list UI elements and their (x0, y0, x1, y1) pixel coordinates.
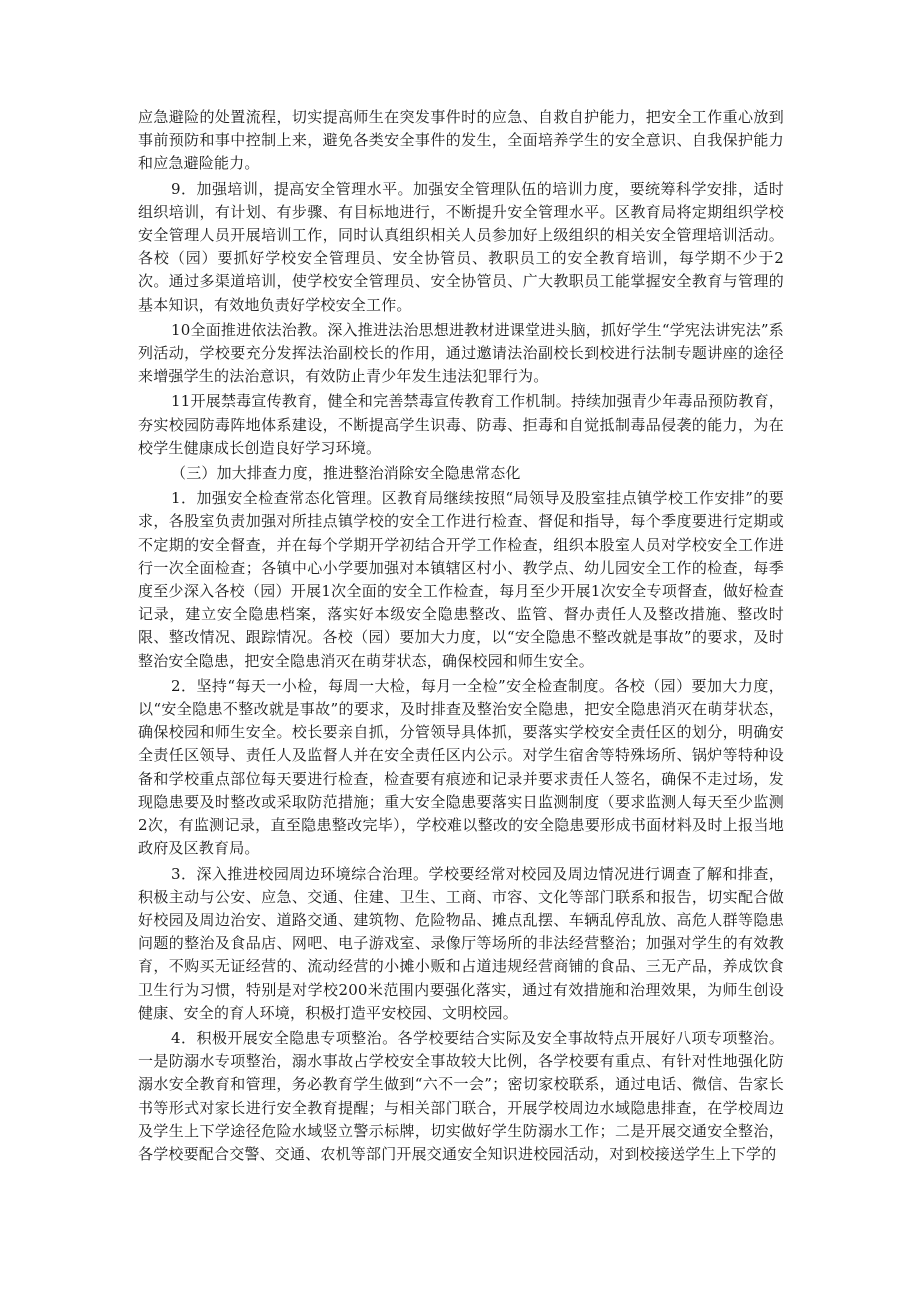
paragraph-3: 10全面推进依法治教。深入推进法治思想进教材进课堂进头脑，抓好学生“学宪法讲宪法”系列活动，学校要充分发挥法治副校长的作用，通过邀请法治副校长到校进行法制专题讲座的途径来增强学生的法治意识，有效防止青少年发生违法犯罪行为。 (138, 320, 784, 386)
paragraph-7: 2．坚持“每天一小检，每周一大检，每月一全检”安全检查制度。各校（园）要加大力度，以“安全隐患不整改就是事故”的要求，及时排查及整治安全隐患，把安全隐患消灭在萌芽状态，确保校园和师生安全。校长要亲自抓，分管领导具体抓，要落实学校安全责任区的划分，明确安全责任区领导、责任人及监督人并在安全责任区内公示。对学生宿舍等特殊场所、锅炉等特种设备和学校重点部位每天要进行检查，检查要有痕迹和记录并要求责任人签名，确保不走过场，发现隐患要及时整改或采取防范措施；重大安全隐患要落实日监测制度（要求监测人每天至少监测2次，有监测记录，直至隐患整改完毕），学校难以整改的安全隐患要形成书面材料及时上报当地政府及区教育局。 (138, 676, 784, 858)
paragraph-6: 1．加强安全检查常态化管理。区教育局继续按照“局领导及股室挂点镇学校工作安排”的要求，各股室负责加强对所挂点镇学校的安全工作进行检查、督促和指导，每个季度要进行定期或不定期的安全督查，并在每个学期开学初结合开学工作检查，组织本股室人员对学校安全工作进行一次全面检查；各镇中心小学要加强对本镇辖区村小、教学点、幼儿园安全工作的检查，每季度至少深入各校（园）开展1次全面的安全工作检查，每月至少开展1次安全专项督查，做好检查记录，建立安全隐患档案，落实好本级安全隐患整改、监管、督办责任人及整改措施、整改时限、整改情况、跟踪情况。各校（园）要加大力度，以“安全隐患不整改就是事故”的要求，及时整治安全隐患，把安全隐患消灭在萌芽状态，确保校园和师生安全。 (138, 489, 784, 670)
paragraph-2: 9．加强培训，提高安全管理水平。加强安全管理队伍的培训力度，要统筹科学安排，适时组织培训，有计划、有步骤、有目标地进行，不断提升安全管理水平。区教育局将定期组织学校安全管理人员开展培训工作，同时认真组织相关人员参加好上级组织的相关安全管理培训活动。各校（园）要抓好学校安全管理员、安全协管员、教职员工的安全教育培训，每学期不少于2次。通过多渠道培训，使学校安全管理员、安全协管员、广大教职员工能掌握安全教育与管理的基本知识，有效地负责好学校安全工作。 (138, 179, 784, 314)
paragraph-4: 11开展禁毒宣传教育，健全和完善禁毒宣传教育工作机制。持续加强青少年毒品预防教育，夯实校园防毒阵地体系建设，不断提高学生识毒、防毒、拒毒和自觉抵制毒品侵袭的能力，为在校学生健康成长创造良好学习环境。 (138, 392, 784, 457)
paragraph-8: 3．深入推进校园周边环境综合治理。学校要经常对校园及周边情况进行调查了解和排查，积极主动与公安、应急、交通、住建、卫生、工商、市容、文化等部门联系和报告，切实配合做好校园及周边治安、道路交通、建筑物、危险物品、摊点乱摆、车辆乱停乱放、高危人群等隐患问题的整治及食品店、网吧、电子游戏室、录像厅等场所的非法经营整治；加强对学生的有效教育，不购买无证经营的、流动经营的小摊小贩和占道违规经营商铺的食品、三无产品，养成饮食卫生行为习惯，特别是对学校200米范围内要强化落实，通过有效措施和治理效果，为师生创设健康、安全的育人环境，积极打造平安校园、文明校园。 (138, 864, 784, 1022)
paragraph-1: 应急避险的处置流程，切实提高师生在突发事件时的应急、自救自护能力，把安全工作重心放到事前预防和事中控制上来，避免各类安全事件的发生，全面培养学生的安全意识、自我保护能力和应急避险能力。 (138, 108, 784, 173)
paragraph-9: 4．积极开展安全隐患专项整治。各学校要结合实际及安全事故特点开展好八项专项整治。一是防溺水专项整治，溺水事故占学校安全事故较大比例，各学校要有重点、有针对性地强化防溺水安全教育和管理，务必教育学生做到“六不一会”；密切家校联系，通过电话、微信、告家长书等形式对家长进行安全教育提醒；与相关部门联合，开展学校周边水域隐患排查，在学校周边及学生上下学途径危险水域竖立警示标牌，切实做好学生防溺水工作；二是开展交通安全整治，各学校要配合交警、交通、农机等部门开展交通安全知识进校园活动，对到校接送学生上下学的 (138, 1028, 784, 1163)
section-heading: （三）加大排查力度，推进整治消除安全隐患常态化 (171, 464, 521, 483)
